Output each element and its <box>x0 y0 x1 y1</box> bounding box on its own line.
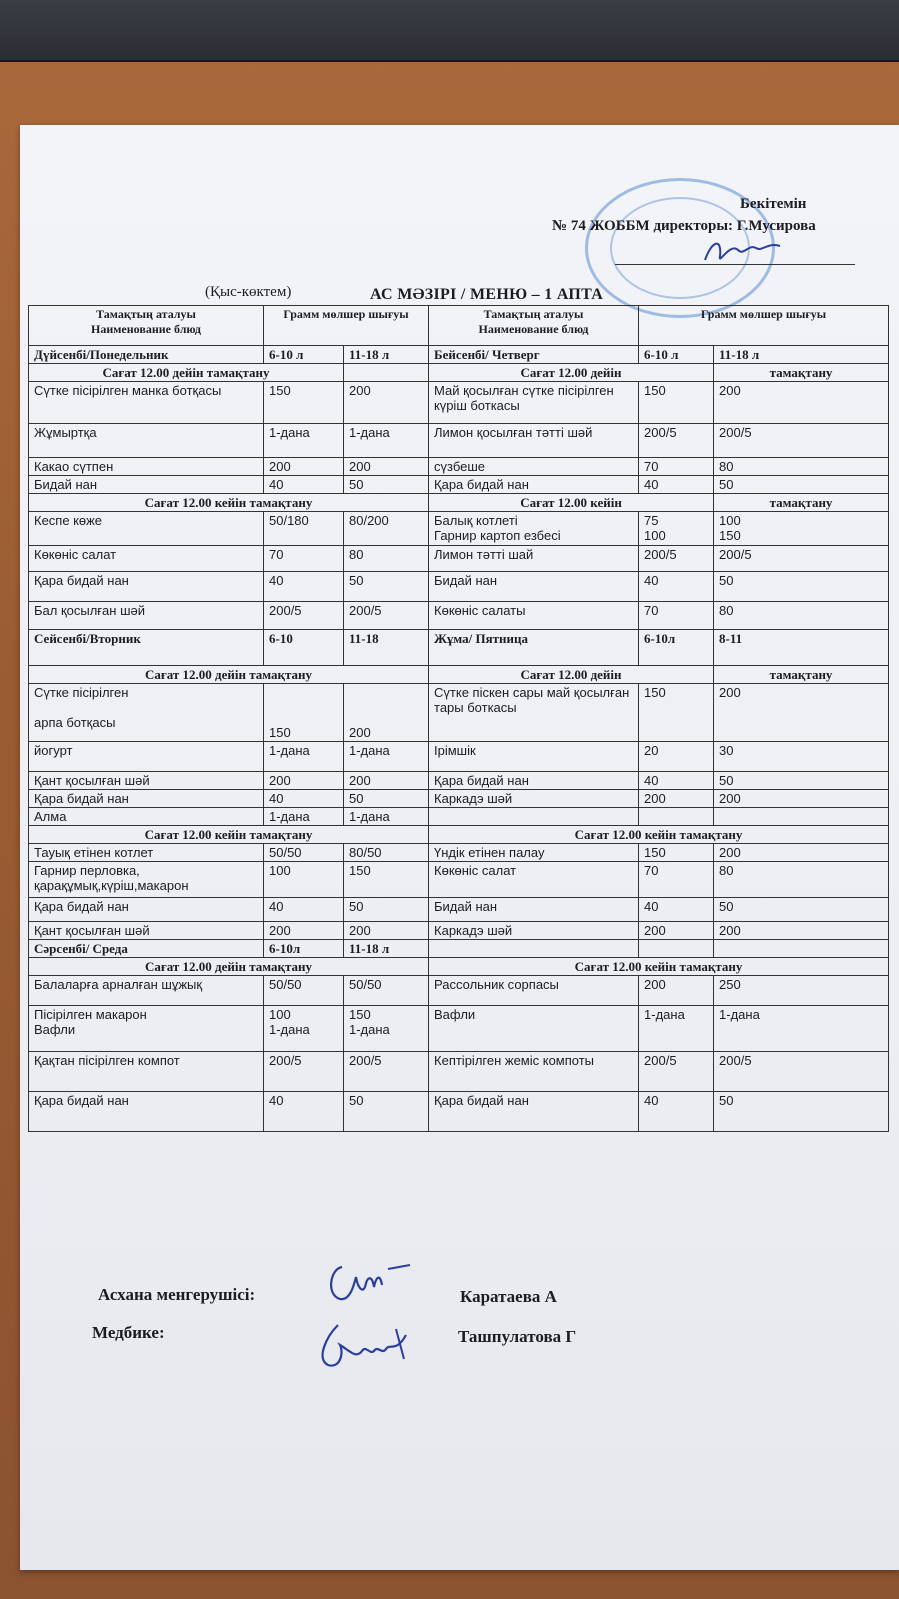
portion: 20 <box>639 742 714 772</box>
empty-cell <box>344 364 429 382</box>
portion: 100 1-дана <box>264 1006 344 1052</box>
dish-name: Қант қосылған шәй <box>29 772 264 790</box>
dish-name: Кеспе көже <box>29 512 264 546</box>
portion: 80/200 <box>344 512 429 546</box>
portion: 150 <box>639 684 714 742</box>
dish-name: Пісірілген макарон Вафли <box>29 1006 264 1052</box>
table-row <box>29 424 889 458</box>
dish-name: Рассольник сорпасы <box>429 976 639 1006</box>
portion: 1-дана <box>639 1006 714 1052</box>
section-after-noon: Сағат 12.00 кейін тамақтану <box>429 826 889 844</box>
header-gram-amount: Грамм мөлшер шығуы <box>264 306 429 346</box>
portion: 250 <box>714 976 889 1006</box>
empty-cell <box>714 940 889 958</box>
table-row <box>29 742 889 772</box>
season-label: (Қыс-көктем) <box>205 284 292 300</box>
portion: 200 <box>264 458 344 476</box>
dish-name: Қара бидай нан <box>29 572 264 602</box>
dish-name: йогурт <box>29 742 264 772</box>
table-row <box>29 826 889 844</box>
director-signature <box>700 232 790 272</box>
section-after-noon: Сағат 12.00 кейін <box>429 494 714 512</box>
portion: 200 <box>344 684 429 742</box>
dish-name: Жұмыртқа <box>29 424 264 458</box>
table-row <box>29 630 889 666</box>
portion: 200 <box>639 922 714 940</box>
header-dish-name-right: Тамақтың аталуы Наименование блюд <box>429 306 639 346</box>
portion: 40 <box>639 1092 714 1132</box>
table-row <box>29 512 889 546</box>
portion: 150 <box>264 684 344 742</box>
age-group: 11-18 л <box>344 346 429 364</box>
portion: 200 <box>714 382 889 424</box>
day-wednesday: Сәрсенбі/ Среда <box>29 940 264 958</box>
age-group: 6-10л <box>639 630 714 666</box>
dish-name: Көкөніс салат <box>429 862 639 898</box>
approval-director: № 74 ЖОББМ директоры: Г.Мусирова <box>552 218 816 234</box>
portion: 75 100 <box>639 512 714 546</box>
section-before-noon: Сағат 12.00 дейін тамақтану <box>29 958 429 976</box>
portion: 200 <box>714 790 889 808</box>
nurse-name: Ташпулатова Г <box>458 1327 577 1346</box>
age-group: 8-11 <box>714 630 889 666</box>
portion: 1-дана <box>264 808 344 826</box>
portion: 80 <box>714 458 889 476</box>
section-label: тамақтану <box>714 364 889 382</box>
dish-name: Балық котлеті Гарнир картоп езбесі <box>429 512 639 546</box>
portion: 150 <box>264 382 344 424</box>
table-row <box>29 476 889 494</box>
portion: 200/5 <box>264 602 344 630</box>
empty-cell <box>639 940 714 958</box>
portion: 1-дана <box>344 742 429 772</box>
table-row <box>29 940 889 958</box>
day-thursday: Бейсенбі/ Четверг <box>429 346 639 364</box>
dish-name: Какао сүтпен <box>29 458 264 476</box>
portion: 200/5 <box>714 546 889 572</box>
portion: 200 <box>344 922 429 940</box>
table-row <box>29 684 889 742</box>
section-before-noon: Сағат 12.00 дейін <box>429 364 714 382</box>
dish-name: Вафли <box>429 1006 639 1052</box>
nurse-label: Медбике: <box>92 1323 165 1342</box>
portion: 100 <box>264 862 344 898</box>
portion: 40 <box>639 476 714 494</box>
portion: 100 150 <box>714 512 889 546</box>
portion: 50/50 <box>264 844 344 862</box>
section-before-noon: Сағат 12.00 дейін <box>429 666 714 684</box>
day-tuesday: Сейсенбі/Вторник <box>29 630 264 666</box>
section-label: тамақтану <box>714 666 889 684</box>
portion: 1-дана <box>264 424 344 458</box>
table-row <box>29 572 889 602</box>
table-row <box>29 458 889 476</box>
portion: 70 <box>639 602 714 630</box>
table-row <box>29 790 889 808</box>
portion: 150 <box>639 382 714 424</box>
portion: 50 <box>714 572 889 602</box>
table-row <box>29 1006 889 1052</box>
dish-name: Бидай нан <box>29 476 264 494</box>
portion: 50 <box>714 898 889 922</box>
portion: 80 <box>344 546 429 572</box>
dish-name: Қара бидай нан <box>429 1092 639 1132</box>
portion: 80/50 <box>344 844 429 862</box>
dish-name: Сүтке піскен сары май қосылған тары боткасы <box>429 684 639 742</box>
table-row <box>29 772 889 790</box>
dish-name: Тауық етінен котлет <box>29 844 264 862</box>
portion: 50/180 <box>264 512 344 546</box>
table-row <box>29 922 889 940</box>
canteen-manager-signature <box>320 1255 420 1310</box>
dish-name: Лимон тәтті шай <box>429 546 639 572</box>
table-row <box>29 602 889 630</box>
dish-name: Қара бидай нан <box>429 772 639 790</box>
dish-name: Ірімшік <box>429 742 639 772</box>
dish-name: Қант қосылған шәй <box>29 922 264 940</box>
dish-name: Көкөніс салаты <box>429 602 639 630</box>
portion: 50 <box>344 572 429 602</box>
table-row <box>29 1052 889 1092</box>
portion: 30 <box>714 742 889 772</box>
section-before-noon: Сағат 12.00 дейін тамақтану <box>29 364 344 382</box>
age-group: 6-10 л <box>639 346 714 364</box>
portion: 1-дана <box>344 808 429 826</box>
table-row <box>29 808 889 826</box>
portion: 40 <box>639 572 714 602</box>
table-row <box>29 546 889 572</box>
age-group: 11-18 <box>344 630 429 666</box>
dish-name: Балаларға арналған шұжық <box>29 976 264 1006</box>
portion: 50/50 <box>344 976 429 1006</box>
signature-line <box>615 264 855 265</box>
portion: 200/5 <box>714 1052 889 1092</box>
portion: 40 <box>264 790 344 808</box>
portion: 1-дана <box>344 424 429 458</box>
dish-name: Қара бидай нан <box>429 476 639 494</box>
age-group: 6-10 <box>264 630 344 666</box>
empty-cell <box>429 808 639 826</box>
portion: 50 <box>714 476 889 494</box>
table-row <box>29 382 889 424</box>
portion: 200 <box>714 922 889 940</box>
portion: 40 <box>264 572 344 602</box>
portion: 150 1-дана <box>344 1006 429 1052</box>
canteen-manager-name: Каратаева А <box>460 1287 557 1306</box>
dish-name: Көкөніс салат <box>29 546 264 572</box>
portion: 40 <box>264 898 344 922</box>
portion: 200 <box>344 772 429 790</box>
portion: 70 <box>639 458 714 476</box>
table-row <box>29 346 889 364</box>
portion: 50 <box>344 898 429 922</box>
age-group: 6-10л <box>264 940 344 958</box>
section-after-noon: Сағат 12.00 кейін тамақтану <box>29 826 429 844</box>
dish-name: Кептірілген жеміс компоты <box>429 1052 639 1092</box>
age-group: 11-18 л <box>344 940 429 958</box>
portion: 50 <box>714 1092 889 1132</box>
portion: 200/5 <box>344 1052 429 1092</box>
dish-name: Қара бидай нан <box>29 790 264 808</box>
portion: 200 <box>639 976 714 1006</box>
portion: 200/5 <box>344 602 429 630</box>
portion: 200 <box>264 922 344 940</box>
portion: 150 <box>344 862 429 898</box>
laptop-edge <box>0 0 899 62</box>
portion: 50 <box>714 772 889 790</box>
empty-cell <box>429 940 639 958</box>
portion: 40 <box>264 1092 344 1132</box>
age-group: 11-18 л <box>714 346 889 364</box>
portion: 1-дана <box>714 1006 889 1052</box>
portion: 50 <box>344 1092 429 1132</box>
dish-name: Сүтке пісірілген арпа ботқасы <box>29 684 264 742</box>
portion: 50/50 <box>264 976 344 1006</box>
portion: 1-дана <box>264 742 344 772</box>
portion: 200 <box>639 790 714 808</box>
dish-name: Қақтан пісірілген компот <box>29 1052 264 1092</box>
portion: 200/5 <box>639 1052 714 1092</box>
portion: 200/5 <box>264 1052 344 1092</box>
canteen-manager-label: Асхана менгерушісі: <box>98 1285 256 1304</box>
empty-cell <box>714 808 889 826</box>
empty-cell <box>639 808 714 826</box>
dish-name: Қара бидай нан <box>29 1092 264 1132</box>
table-row <box>29 364 889 382</box>
portion: 200 <box>264 772 344 790</box>
table-row <box>29 898 889 922</box>
table-row <box>29 494 889 512</box>
portion: 50 <box>344 790 429 808</box>
portion: 70 <box>264 546 344 572</box>
portion: 200 <box>344 458 429 476</box>
section-after-noon: Сағат 12.00 кейін тамақтану <box>29 494 429 512</box>
dish-name: Бал қосылған шәй <box>29 602 264 630</box>
dish-name: Бидай нан <box>429 572 639 602</box>
dish-name: Қара бидай нан <box>29 898 264 922</box>
table-row <box>29 958 889 976</box>
table-header-row <box>29 306 889 346</box>
table-row <box>29 844 889 862</box>
table-row <box>29 1092 889 1132</box>
portion: 40 <box>639 772 714 790</box>
portion: 200 <box>344 382 429 424</box>
section-label: тамақтану <box>714 494 889 512</box>
dish-name: Каркадэ шәй <box>429 922 639 940</box>
dish-name: Алма <box>29 808 264 826</box>
portion: 80 <box>714 862 889 898</box>
portion: 200/5 <box>639 424 714 458</box>
nurse-signature <box>310 1315 420 1375</box>
portion: 40 <box>264 476 344 494</box>
dish-name: Бидай нан <box>429 898 639 922</box>
portion: 200 <box>714 844 889 862</box>
dish-name: Лимон қосылған тәтті шәй <box>429 424 639 458</box>
dish-name: сүзбеше <box>429 458 639 476</box>
menu-title: АС МӘЗІРІ / МЕНЮ – 1 АПТА <box>370 286 604 303</box>
approval-heading: Бекітемін <box>740 196 807 212</box>
table-row <box>29 976 889 1006</box>
portion: 150 <box>639 844 714 862</box>
day-friday: Жұма/ Пятница <box>429 630 639 666</box>
table-row <box>29 666 889 684</box>
menu-table <box>28 305 889 1132</box>
header-gram-amount-right: Грамм мөлшер шығуы <box>639 306 889 346</box>
portion: 200/5 <box>639 546 714 572</box>
dish-name: Сүтке пісірілген манка ботқасы <box>29 382 264 424</box>
portion: 200/5 <box>714 424 889 458</box>
portion: 200 <box>714 684 889 742</box>
table-row <box>29 862 889 898</box>
dish-name: Май қосылған сүтке пісірілген күріш боткасы <box>429 382 639 424</box>
header-dish-name: Тамақтың аталуы Наименование блюд <box>29 306 264 346</box>
portion: 80 <box>714 602 889 630</box>
dish-name: Каркадэ шәй <box>429 790 639 808</box>
age-group: 6-10 л <box>264 346 344 364</box>
portion: 50 <box>344 476 429 494</box>
portion: 70 <box>639 862 714 898</box>
section-after-noon: Сағат 12.00 кейін тамақтану <box>429 958 889 976</box>
dish-name: Үндік етінен палау <box>429 844 639 862</box>
portion: 40 <box>639 898 714 922</box>
dish-name: Гарнир перловка, қарақұмық,күріш,макарон <box>29 862 264 898</box>
day-monday: Дүйсенбі/Понедельник <box>29 346 264 364</box>
section-before-noon: Сағат 12.00 дейін тамақтану <box>29 666 429 684</box>
